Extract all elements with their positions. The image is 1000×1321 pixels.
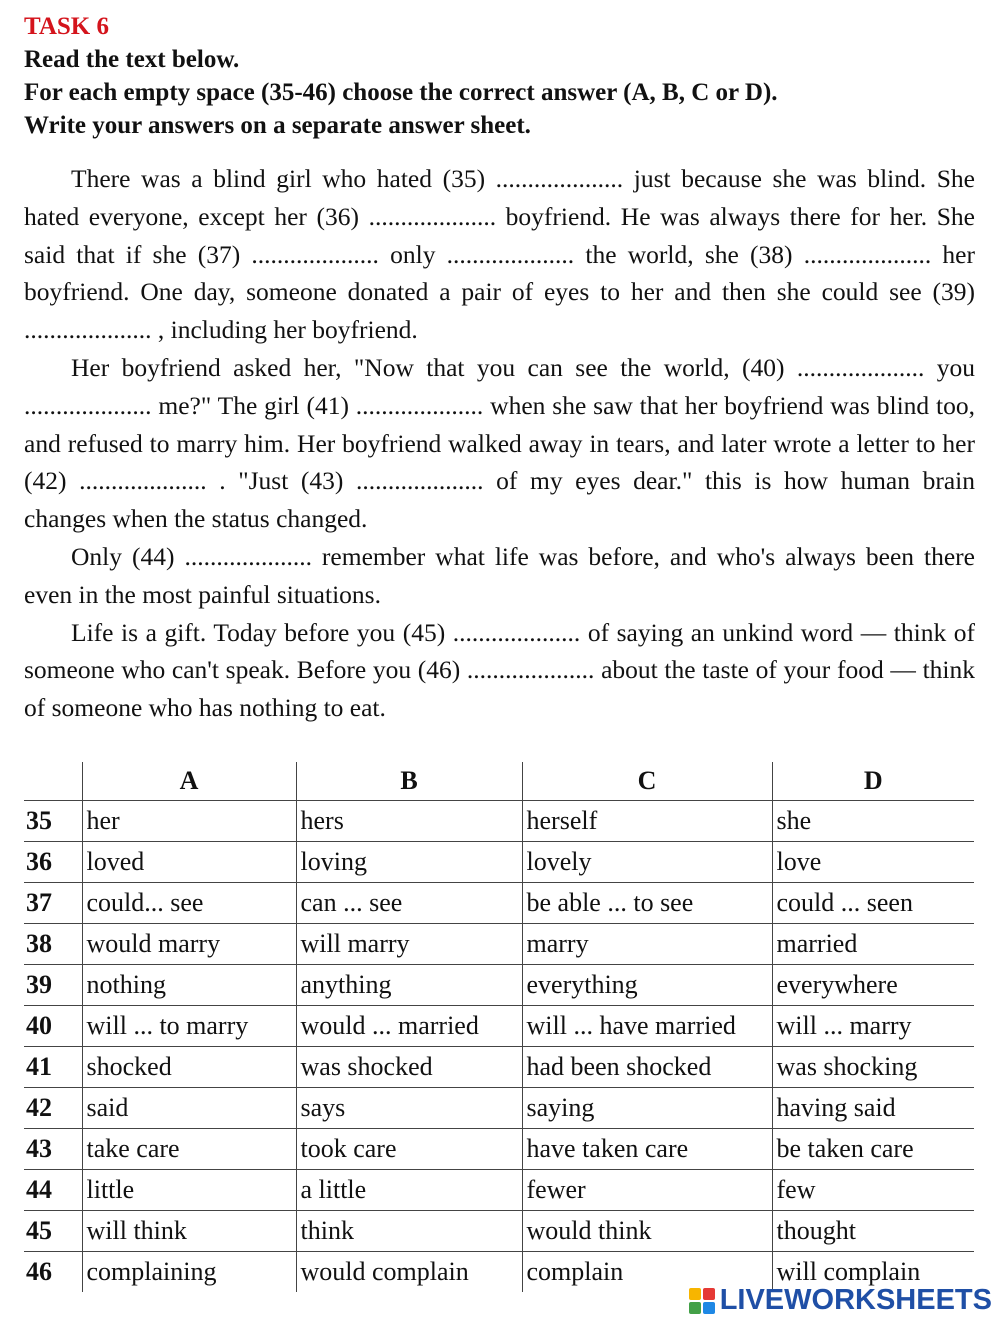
task-title: TASK 6 (24, 13, 109, 40)
option-cell: could... see (82, 883, 296, 924)
option-cell: having said (772, 1088, 974, 1129)
option-cell: would complain (296, 1252, 522, 1293)
question-number: 43 (24, 1129, 82, 1170)
option-cell: took care (296, 1129, 522, 1170)
option-cell: complain (522, 1252, 772, 1293)
liveworksheets-mark-icon (689, 1288, 715, 1314)
option-cell: herself (522, 801, 772, 842)
question-number: 38 (24, 924, 82, 965)
table-row (24, 801, 974, 842)
option-cell: fewer (522, 1170, 772, 1211)
option-cell: loving (296, 842, 522, 883)
option-cell: thought (772, 1211, 974, 1252)
table-row (24, 965, 974, 1006)
option-cell: saying (522, 1088, 772, 1129)
option-cell: think (296, 1211, 522, 1252)
question-number: 40 (24, 1006, 82, 1047)
option-cell: everywhere (772, 965, 974, 1006)
liveworksheets-logo (689, 1284, 992, 1317)
option-cell: will ... marry (772, 1006, 974, 1047)
option-cell: she (772, 801, 974, 842)
reading-passage (24, 160, 975, 727)
table-row (24, 883, 974, 924)
instruction-line: Write your answers on a separate answer sheet. (24, 112, 531, 139)
option-cell: had been shocked (522, 1047, 772, 1088)
option-cell: be taken care (772, 1129, 974, 1170)
option-cell: said (82, 1088, 296, 1129)
option-cell: would marry (82, 924, 296, 965)
passage-paragraph: Only (44) .................... remember what life was before, and who's always been there even in the most painful situations. (24, 541, 975, 609)
option-cell: love (772, 842, 974, 883)
question-number: 36 (24, 842, 82, 883)
question-number: 45 (24, 1211, 82, 1252)
option-cell: could ... seen (772, 883, 974, 924)
option-cell: will ... to marry (82, 1006, 296, 1047)
option-cell: would ... married (296, 1006, 522, 1047)
option-cell: will think (82, 1211, 296, 1252)
option-cell: nothing (82, 965, 296, 1006)
question-number: 42 (24, 1088, 82, 1129)
table-row (24, 1006, 974, 1047)
question-number: 39 (24, 965, 82, 1006)
passage-paragraph: Life is a gift. Today before you (45) .................... of saying an unkind word — think of someone who can't speak. Before you (46) .................... about the taste of your food — think of someone who has nothing to eat. (24, 617, 975, 723)
option-cell: was shocking (772, 1047, 974, 1088)
option-cell: everything (522, 965, 772, 1006)
option-cell: few (772, 1170, 974, 1211)
header-cell-option: C (522, 762, 772, 801)
option-cell: married (772, 924, 974, 965)
option-cell: hers (296, 801, 522, 842)
header-cell-option: A (82, 762, 296, 801)
question-number: 46 (26, 1257, 52, 1286)
table-row (24, 1170, 974, 1211)
option-cell: will marry (296, 924, 522, 965)
option-cell: loved (82, 842, 296, 883)
table-row (24, 1047, 974, 1088)
option-cell: take care (82, 1129, 296, 1170)
instruction-line: Read the text below. (24, 46, 240, 73)
question-number: 41 (24, 1047, 82, 1088)
header-cell-option: B (296, 762, 522, 801)
passage-paragraph: There was a blind girl who hated (35) .................... just because she was blind. She hated everyone, except her (36) .................... boyfriend. He was always there for her. She said that if she (37) .................... only .................... the world, she (38) .................... her boyfriend. One day, someone donated a pair of eyes to her and then she could see (39) .................... , including her boyfriend. (24, 164, 975, 345)
table-row (24, 842, 974, 883)
passage-paragraph: Her boyfriend asked her, "Now that you can see the world, (40) .................... you .................... me?" The girl (41) .................... when she saw that her boyfriend was blind too, and refused to marry him. Her boyfriend walked away in tears, and later wrote a letter to her (42) .................... . "Just (43) .................... of my eyes dear." this is how human brain changes when the status changed. (24, 352, 975, 534)
table-row (24, 1088, 974, 1129)
header-cell-number (24, 762, 82, 801)
table-row (24, 924, 974, 965)
option-cell: shocked (82, 1047, 296, 1088)
header-cell-option: D (772, 762, 974, 801)
instruction-line: For each empty space (35-46) choose the correct answer (A, B, C or D). (24, 79, 778, 106)
option-cell: was shocked (296, 1047, 522, 1088)
option-cell: her (82, 801, 296, 842)
option-cell: will complain (772, 1252, 974, 1293)
answer-options-table (24, 762, 974, 1292)
table-header-row (24, 762, 974, 801)
option-cell: lovely (522, 842, 772, 883)
option-cell: marry (522, 924, 772, 965)
option-cell: a little (296, 1170, 522, 1211)
option-cell: be able ... to see (522, 883, 772, 924)
option-cell: will ... have married (522, 1006, 772, 1047)
question-number: 35 (24, 801, 82, 842)
watermark-text: LIVEWORKSHEETS (719, 1284, 992, 1316)
question-number: 37 (24, 883, 82, 924)
table-row (24, 1129, 974, 1170)
option-cell: have taken care (522, 1129, 772, 1170)
option-cell: says (296, 1088, 522, 1129)
option-cell: would think (522, 1211, 772, 1252)
table-row (24, 1211, 974, 1252)
question-number: 44 (24, 1170, 82, 1211)
option-cell: anything (296, 965, 522, 1006)
task-header (24, 10, 984, 142)
option-cell: can ... see (296, 883, 522, 924)
option-cell: complaining (82, 1252, 296, 1293)
option-cell: little (82, 1170, 296, 1211)
